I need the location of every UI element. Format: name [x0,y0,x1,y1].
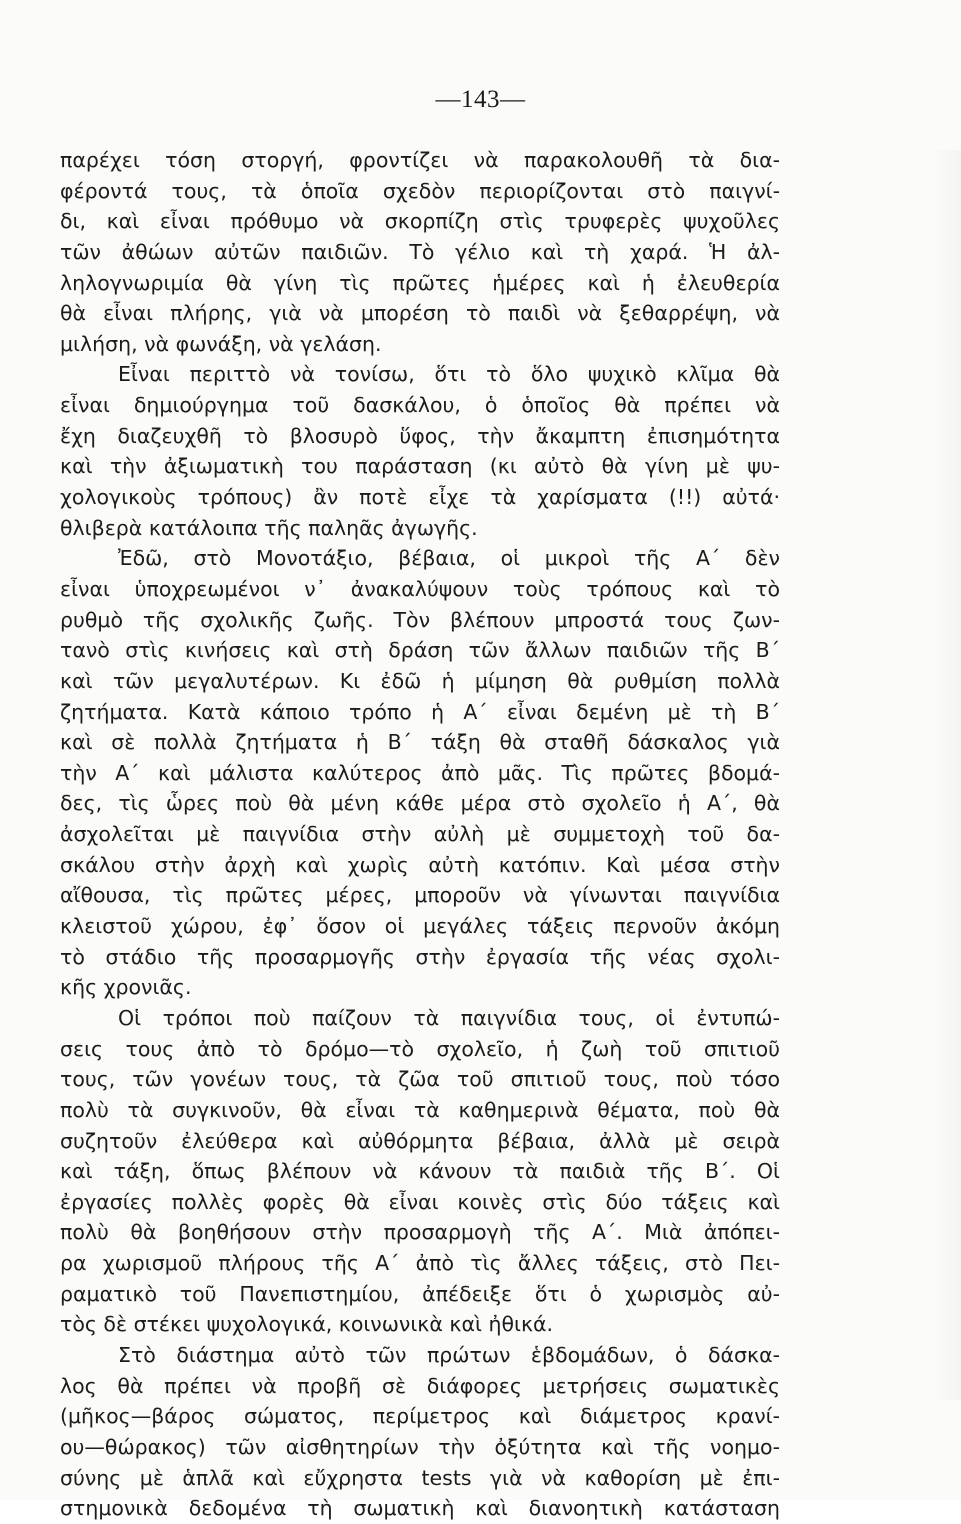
text-line: στημονικὰ δεδομένα τὴ σωματικὴ καὶ διανοητικὴ κατάσταση [60,1496,780,1521]
text-line: τὸς δὲ στέκει ψυχολογικά, κοινωνικὰ καὶ ἠθικά. [60,1312,554,1337]
text-line: (μῆκος—βάρος σώματος, περίμετρος καὶ διάμετρος κρανί- [60,1404,780,1429]
text-line: ραματικὸ τοῦ Πανεπιστημίου, ἀπέδειξε ὅτι ὁ χωρισμὸς αὐ- [60,1281,780,1306]
text-line: καὶ τὴν ἀξιωματικὴ του παράσταση (κι αὐτὸ θὰ γίνη μὲ ψυ- [60,454,780,479]
text-line: ληλογνωριμία θὰ γίνη τὶς πρῶτες ἡμέρες καὶ ἡ ἐλευθερία [60,270,780,295]
text-line: θλιβερὰ κατάλοιπα τῆς παληᾶς ἀγωγῆς. [60,515,478,540]
text-line: τὴν Α΄ καὶ μάλιστα καλύτερος ἀπὸ μᾶς. Τὶς πρῶτες βδομά- [60,760,780,785]
text-line: κλειστοῦ χώρου, ἐφ᾿ ὅσον οἱ μεγάλες τάξεις περνοῦν ἀκόμη [60,914,780,939]
text-line: φέροντά τους, τὰ ὁποῖα σχεδὸν περιορίζονται στὸ παιγνί- [60,178,780,203]
text-line: χολογικοὺς τρόπους) ἂν ποτὲ εἶχε τὰ χαρίσματα (!!) αὐτά· [60,485,780,510]
body-text [60,145,780,1524]
text-line: τανὸ στὶς κινήσεις καὶ στὴ δράση τῶν ἄλλων παιδιῶν τῆς Β΄ [60,638,780,663]
text-line: εἶναι δημιούργημα τοῦ δασκάλου, ὁ ὁποῖος θὰ πρέπει νὰ [60,393,780,418]
text-line: Ἐδῶ, στὸ Μονοτάξιο, βέβαια, οἱ μικροὶ τῆς Α΄ δὲν [118,546,780,571]
text-line: εἶναι ὑποχρεωμένοι ν᾿ ἀνακαλύψουν τοὺς τρόπους καὶ τὸ [60,576,780,601]
text-line: καὶ τάξη, ὅπως βλέπουν νὰ κάνουν τὰ παιδιὰ τῆς Β΄. Οἱ [60,1159,780,1184]
text-line: Στὸ διάστημα αὐτὸ τῶν πρώτων ἑβδομάδων, ὁ δάσκα- [118,1342,780,1367]
text-line: θὰ εἶναι πλήρης, γιὰ νὰ μπορέση τὸ παιδὶ νὰ ξεθαρρέψη, νὰ [60,301,780,326]
text-line: σύνης μὲ ἁπλᾶ καὶ εὔχρηστα tests γιὰ νὰ καθορίση μὲ ἐπι- [60,1465,780,1490]
text-line: τὸ στάδιο τῆς προσαρμογῆς στὴν ἐργασία τῆς νέας σχολι- [60,944,780,969]
text-line: καὶ τῶν μεγαλυτέρων. Κι ἐδῶ ἡ μίμηση θὰ ρυθμίση πολλὰ [60,668,780,693]
text-line: δι, καὶ εἶναι πρόθυμο νὰ σκορπίζη στὶς τρυφερὲς ψυχοῦλες [60,209,780,234]
text-line: παρέχει τόση στοργή, φροντίζει νὰ παρακολουθῆ τὰ δια- [60,148,780,172]
text-line: αἴθουσα, τὶς πρῶτες μέρες, μποροῦν νὰ γίνωνται παιγνίδια [60,883,780,908]
text-line: Εἶναι περιττὸ νὰ τονίσω, ὅτι τὸ ὅλο ψυχικὸ κλῖμα θὰ [118,362,780,387]
text-line: τους, τῶν γονέων τους, τὰ ζῶα τοῦ σπιτιοῦ τους, ποὺ τόσο [60,1067,780,1092]
text-line: τῶν ἀθώων αὐτῶν παιδιῶν. Τὸ γέλιο καὶ τὴ χαρά. Ἡ ἀλ- [60,239,780,264]
text-line: Οἱ τρόποι ποὺ παίζουν τὰ παιγνίδια τους, οἱ ἐντυπώ- [118,1005,780,1030]
text-line: πολὺ τὰ συγκινοῦν, θὰ εἶναι τὰ καθημερινὰ θέματα, ποὺ θὰ [60,1097,780,1122]
text-line: μιλήση, νὰ φωνάξη, νὰ γελάση. [60,331,382,356]
text-line: ζητήματα. Κατὰ κάποιο τρόπο ἡ Α΄ εἶναι δεμένη μὲ τὴ Β΄ [60,699,780,724]
text-line: κῆς χρονιᾶς. [60,975,192,1000]
text-line: σκάλου στὴν ἀρχὴ καὶ χωρὶς αὐτὴ κατόπιν. Καὶ μέσα στὴν [60,852,780,877]
text-line: ἀσχολεῖται μὲ παιγνίδια στὴν αὐλὴ μὲ συμμετοχὴ τοῦ δα- [60,822,780,847]
text-line: ρυθμὸ τῆς σχολικῆς ζωῆς. Τὸν βλέπουν μπροστά τους ζων- [60,607,780,632]
text-line: ἔχη διαζευχθῆ τὸ βλοσυρὸ ὕφος, τὴν ἄκαμπτη ἐπισημότητα [60,423,780,448]
text-line: δες, τὶς ὧρες ποὺ θὰ μένη κάθε μέρα στὸ σχολεῖο ἡ Α΄, θὰ [60,791,780,816]
text-line: ἐργασίες πολλὲς φορὲς θὰ εἶναι κοινὲς στὶς δύο τάξεις καὶ [60,1189,780,1214]
text-line: συζητοῦν ἐλεύθερα καὶ αὐθόρμητα βέβαια, ἀλλὰ μὲ σειρὰ [60,1128,780,1153]
text-line: ου—θώρακος) τῶν αἰσθητηρίων τὴν ὀξύτητα καὶ τῆς νοημο- [60,1434,780,1459]
text-line: καὶ σὲ πολλὰ ζητήματα ἡ Β΄ τάξη θὰ σταθῆ δάσκαλος γιὰ [60,730,780,755]
text-line: ρα χωρισμοῦ πλήρους τῆς Α΄ ἀπὸ τὶς ἄλλες τάξεις, στὸ Πει- [60,1251,780,1276]
text-line: πολὺ θὰ βοηθήσουν στὴν προσαρμογὴ τῆς Α΄. Μιὰ ἀπόπει- [60,1220,780,1245]
text-line: σεις τους ἀπὸ τὸ δρόμο—τὸ σχολεῖο, ἡ ζωὴ τοῦ σπιτιοῦ [60,1036,780,1061]
page-number: —143— [435,86,526,113]
page-edge-shading [931,150,961,1400]
text-line: λος θὰ πρέπει νὰ προβῆ σὲ διάφορες μετρήσεις σωματικὲς [60,1373,780,1398]
